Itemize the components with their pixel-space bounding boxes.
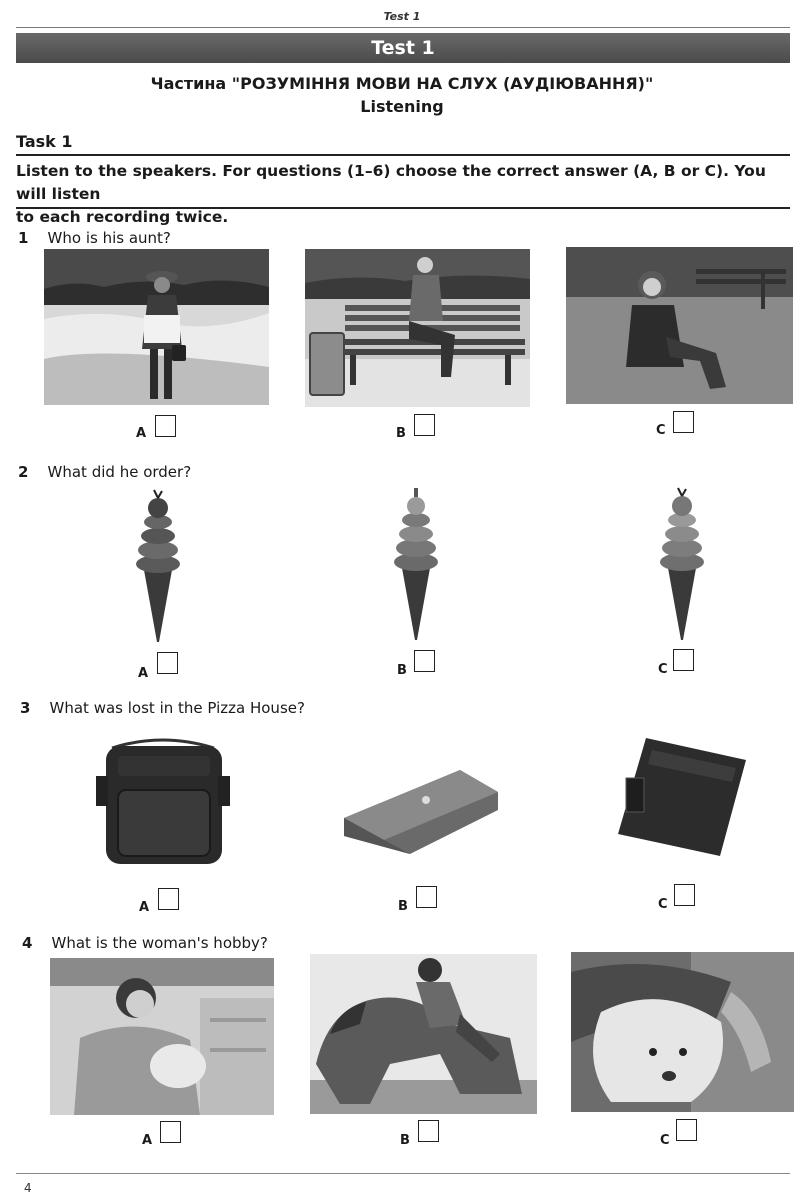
photo-woman-petting-dog <box>571 952 794 1112</box>
part-title: Частина "РОЗУМІННЯ МОВИ НА СЛУХ (АУДІЮВАННЯ)" <box>150 74 654 93</box>
option-label-3a: A <box>139 900 150 915</box>
question-number: 2 <box>18 463 29 481</box>
answer-box-4a[interactable] <box>160 1121 181 1143</box>
photo-horse-riding <box>310 954 537 1114</box>
header-rule <box>16 27 790 28</box>
task-rule-bottom <box>16 207 790 209</box>
answer-box-1a[interactable] <box>155 415 176 437</box>
option-label-3b: B <box>398 899 408 914</box>
instructions-line-1: Listen to the speakers. For questions (1–6) choose the correct answer (A, B or C). You will listen <box>16 162 766 203</box>
shoulder-bag-icon <box>92 736 234 866</box>
question-number: 3 <box>20 699 31 717</box>
page-number: 4 <box>24 1181 32 1195</box>
test-banner: Test 1 <box>16 33 790 63</box>
footer-rule <box>16 1173 790 1174</box>
option-label-1c: C <box>656 423 666 438</box>
option-label-2b: B <box>397 663 407 678</box>
part-subtitle: Listening <box>360 97 444 116</box>
answer-box-4b[interactable] <box>418 1120 439 1142</box>
long-wallet-icon <box>340 766 500 858</box>
question-number: 1 <box>18 229 29 247</box>
option-label-3c: C <box>658 897 668 912</box>
task-label: Task 1 <box>16 132 73 151</box>
question-text: Who is his aunt? <box>47 229 171 247</box>
question-text: What was lost in the Pizza House? <box>49 699 305 717</box>
question-number: 4 <box>22 934 33 952</box>
option-label-4a: A <box>142 1133 153 1148</box>
option-label-1a: A <box>136 426 147 441</box>
option-label-1b: B <box>396 426 406 441</box>
photo-woman-on-bench <box>305 249 530 407</box>
question-2 <box>18 462 191 481</box>
option-label-2c: C <box>658 662 668 677</box>
option-label-4b: B <box>400 1133 410 1148</box>
instructions-line-2: to each recording twice. <box>16 208 229 226</box>
question-4 <box>22 933 268 952</box>
answer-box-4c[interactable] <box>676 1119 697 1141</box>
answer-box-1b[interactable] <box>414 414 435 436</box>
photo-woman-sitting-on-grass <box>566 247 793 404</box>
answer-box-2c[interactable] <box>673 649 694 671</box>
running-header: Test 1 <box>383 10 421 23</box>
answer-box-3c[interactable] <box>674 884 695 906</box>
answer-box-1c[interactable] <box>673 411 694 433</box>
question-1 <box>18 228 171 247</box>
ice-cream-cone-a-icon <box>128 486 188 644</box>
photo-woman-with-puppy <box>50 958 274 1115</box>
answer-box-3b[interactable] <box>416 886 437 908</box>
task-rule-top <box>16 154 790 156</box>
short-wallet-icon <box>616 736 748 858</box>
option-label-2a: A <box>138 666 149 681</box>
ice-cream-cone-b-icon <box>386 484 446 642</box>
answer-box-3a[interactable] <box>158 888 179 910</box>
question-text: What is the woman's hobby? <box>51 934 268 952</box>
task-instructions <box>16 160 796 229</box>
question-3 <box>20 698 305 717</box>
question-text: What did he order? <box>47 463 192 481</box>
ice-cream-cone-c-icon <box>652 484 712 642</box>
answer-box-2a[interactable] <box>157 652 178 674</box>
option-label-4c: C <box>660 1133 670 1148</box>
photo-woman-in-park <box>44 249 269 405</box>
answer-box-2b[interactable] <box>414 650 435 672</box>
